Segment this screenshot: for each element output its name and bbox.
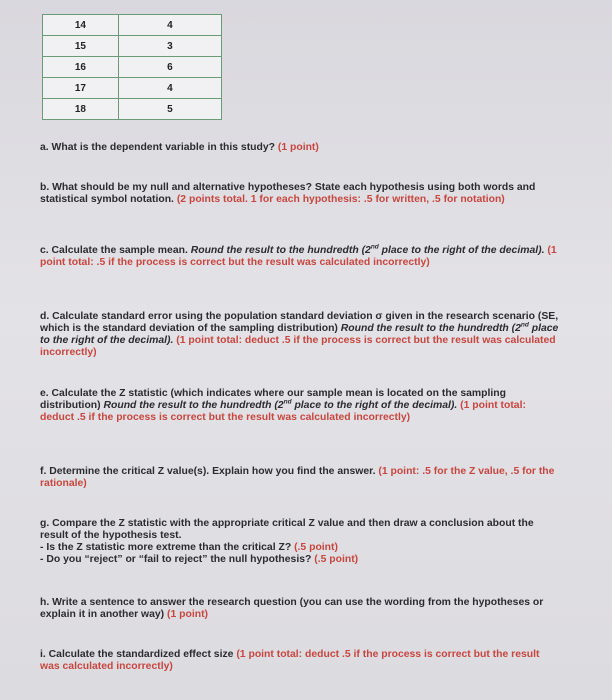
question-f-points: (1 point: .5 for the Z value, .5 for the rationale) [40, 466, 555, 489]
question-a [40, 142, 560, 154]
question-c-points: (1 point total: .5 if the process is correct but the result was calculated incorrectly) [40, 245, 557, 268]
table-cell-id: 17 [43, 78, 119, 99]
question-a-points: (1 point) [277, 142, 319, 153]
table-row [43, 99, 222, 120]
question-f [40, 466, 560, 490]
question-g [40, 518, 560, 566]
question-a-text: a. What is the dependent variable in this study? [40, 142, 275, 153]
question-i-points: (1 point total: deduct .5 if the process is correct but the result was calculated incorrectly) [40, 649, 540, 672]
question-d-points: (1 point total: deduct .5 if the process is correct but the result was calculated incorrectly) [40, 335, 556, 358]
question-d [40, 311, 560, 359]
question-e-text: e. Calculate the Z statistic (which indicates where our sample mean is located on the sampling distribution) [40, 388, 506, 411]
question-c-rounding: Round the result to the hundredth (2nd place to the right of the decimal). [190, 243, 545, 256]
table-row [43, 36, 222, 57]
question-h-points: (1 point) [167, 609, 209, 620]
table-cell-value: 6 [118, 57, 221, 78]
table-cell-id: 16 [43, 57, 119, 78]
table-cell-value: 4 [118, 15, 221, 36]
question-e [40, 388, 560, 424]
question-b-text: b. What should be my null and alternative hypotheses? State each hypothesis using both words and statistical symbol notation. [40, 182, 536, 205]
question-g-text: g. Compare the Z statistic with the appropriate critical Z value and then draw a conclusion about the result of the hypothesis test. [40, 518, 534, 541]
table-cell-id: 15 [43, 36, 119, 57]
question-e-rounding: Round the result to the hundredth (2nd place to the right of the decimal). [103, 398, 458, 411]
table-cell-id: 18 [43, 99, 119, 120]
question-h-text: h. Write a sentence to answer the research question (you can use the wording from the hypotheses or explain it in another way) [40, 597, 544, 620]
table-cell-value: 3 [118, 36, 221, 57]
table-row [43, 57, 222, 78]
question-h [40, 597, 560, 621]
question-d-text: d. Calculate standard error using the population standard deviation σ given in the research scenario (SE, which is the standard deviation of the sampling distribution) [40, 311, 559, 334]
question-i [40, 649, 560, 673]
table-row [43, 78, 222, 99]
question-b-points: (2 points total. 1 for each hypothesis: .5 for written, .5 for notation) [176, 194, 505, 205]
table-cell-value: 4 [118, 78, 221, 99]
question-e-points: (1 point total: deduct .5 if the process is correct but the result was calculated incorrectly) [40, 400, 526, 423]
question-d-rounding: Round the result to the hundredth (2nd place to the right of the decimal). [40, 321, 559, 346]
table-row [43, 15, 222, 36]
data-table [42, 14, 222, 120]
table-cell-id: 14 [43, 15, 119, 36]
question-b [40, 182, 560, 206]
table-cell-value: 5 [118, 99, 221, 120]
question-c-text: c. Calculate the sample mean. [40, 245, 188, 256]
question-g-sub1: - Is the Z statistic more extreme than the critical Z? (.5 point) [40, 542, 338, 553]
question-i-text: i. Calculate the standardized effect size [40, 649, 234, 660]
question-g-sub2: - Do you “reject” or “fail to reject” the null hypothesis? (.5 point) [40, 554, 359, 565]
question-c [40, 245, 560, 269]
question-f-text: f. Determine the critical Z value(s). Explain how you find the answer. [40, 466, 376, 477]
